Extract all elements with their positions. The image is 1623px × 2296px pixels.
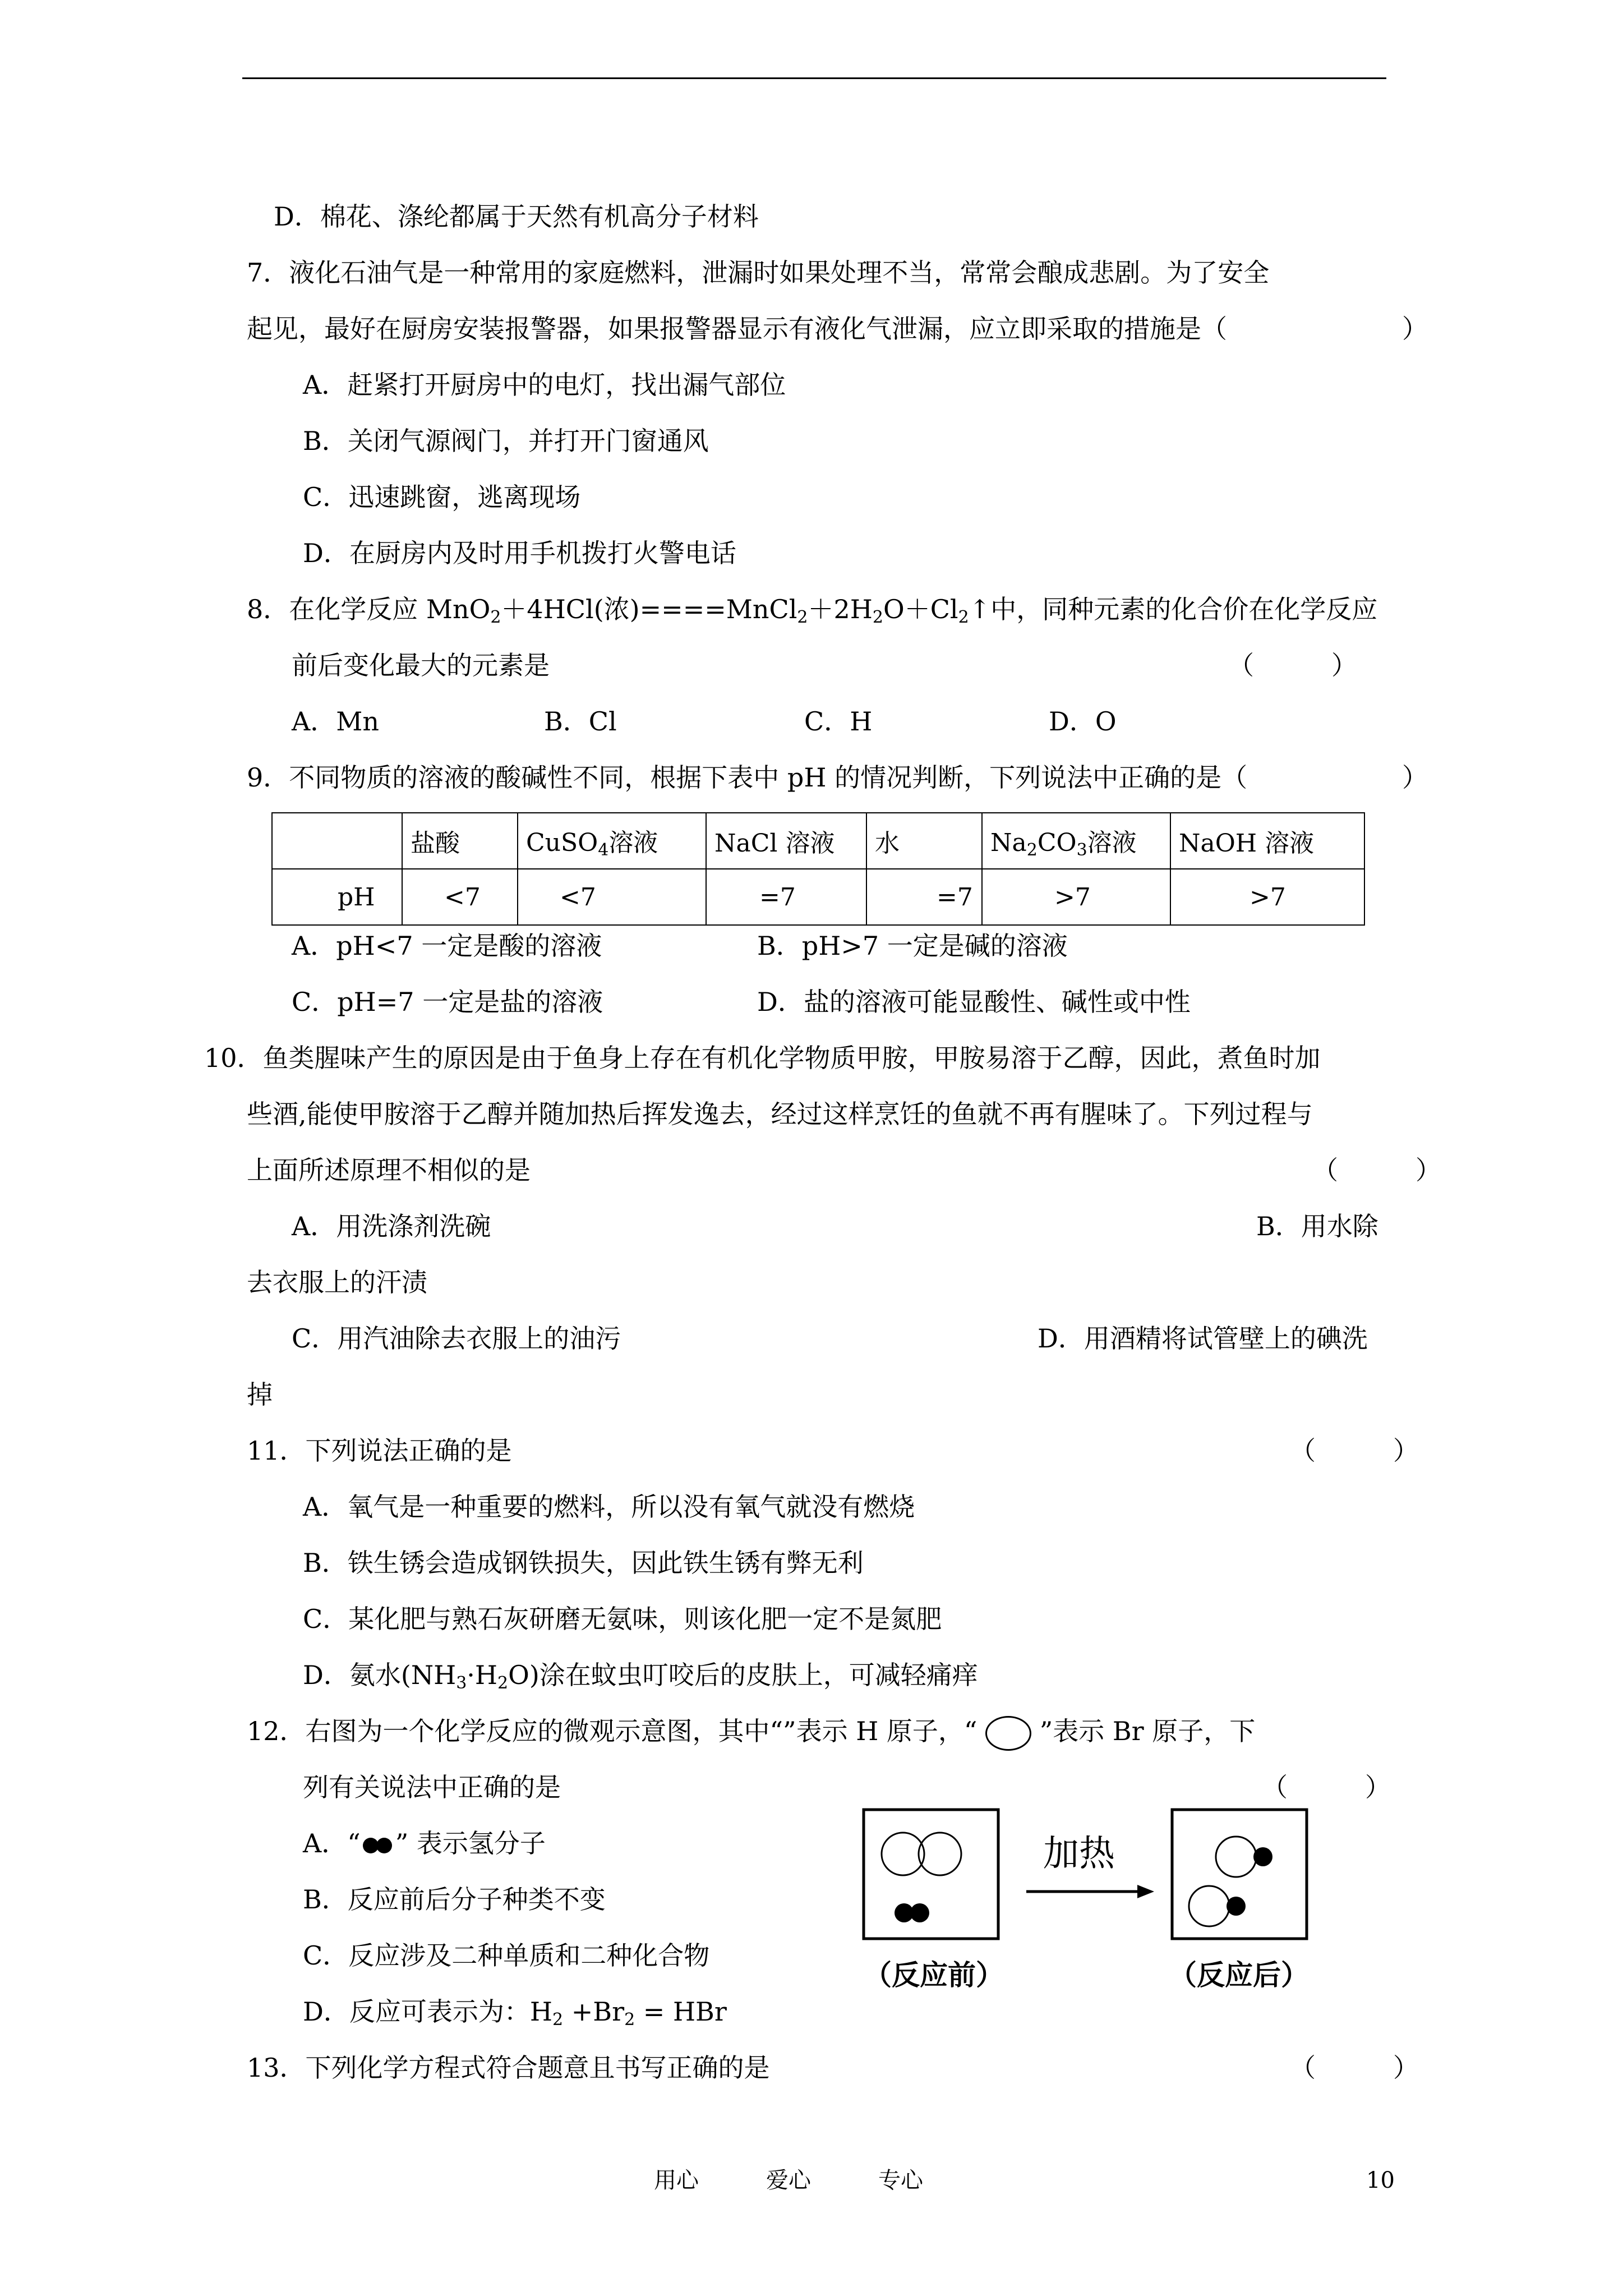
q10-option-b-start: B．用水除 xyxy=(1256,1211,1378,1241)
q9-stem: 9．不同物质的溶液的酸碱性不同，根据下表中 pH 的情况判断，下列说法中正确的是（ xyxy=(247,762,1248,793)
q7-option-b: B．关闭气源阀门，并打开门窗通风 xyxy=(303,426,709,456)
q7-option-a: A．赶紧打开厨房中的电灯，找出漏气部位 xyxy=(303,370,786,400)
q10-option-d-end: 掉 xyxy=(247,1379,273,1410)
table-cell: =7 xyxy=(706,869,866,925)
q10-stem-line2: 些酒,能使甲胺溶于乙醇并随加热后挥发逸去，经过这样烹饪的鱼就不再有腥味了。下列过程与 xyxy=(247,1099,1313,1129)
q6-option-d: D．棉花、涤纶都属于天然有机高分子材料 xyxy=(274,201,759,232)
table-cell: >7 xyxy=(1170,869,1364,925)
table-header-cell xyxy=(272,813,402,869)
table-header-cell: NaOH 溶液 xyxy=(1170,813,1364,869)
q10-stem-line1: 10．鱼类腥味产生的原因是由于鱼身上存在有机化学物质甲胺，甲胺易溶于乙醇，因此，煮鱼时加 xyxy=(204,1043,1321,1073)
q12-option-a: A．“ ” 表示氢分子 xyxy=(303,1828,546,1858)
table-header-cell: 水 xyxy=(866,813,982,869)
q12-stem-line2: 列有关说法中正确的是 xyxy=(303,1772,561,1802)
q7-stem-line2: 起见，最好在厨房安装报警器，如果报警器显示有液化气泄漏，应立即采取的措施是（ xyxy=(247,314,1227,344)
q8-option-b: B．Cl xyxy=(544,706,617,737)
table-row-label: pH xyxy=(272,869,402,925)
q9-option-b: B．pH>7 一定是碱的溶液 xyxy=(757,931,1068,961)
page-number: 10 xyxy=(1366,2168,1395,2193)
br-atom-icon xyxy=(1189,1886,1229,1926)
q11-option-d: D．氨水$(NH_3\cdot H_2O)$涂在蚊虫叮咬后的皮肤上，可减轻痛痒 xyxy=(303,1660,978,1693)
h-atom-icon xyxy=(910,1903,929,1922)
h-atom-icon xyxy=(1227,1897,1246,1916)
q12-answer-paren: （ ） xyxy=(1262,1772,1391,1802)
table-cell: >7 xyxy=(982,869,1170,925)
q10-option-a: A．用洗涤剂洗碗 xyxy=(292,1211,491,1241)
q11-stem: 11．下列说法正确的是 xyxy=(247,1435,512,1466)
h-atom-icon xyxy=(1253,1847,1272,1866)
q10-option-b-end: 去衣服上的汗渍 xyxy=(247,1267,427,1297)
table-header-cell: CuSO$_4$溶液 xyxy=(518,813,706,869)
table-header-row xyxy=(272,813,1364,869)
q11-option-c: C．某化肥与熟石灰研磨无氨味，则该化肥一定不是氮肥 xyxy=(303,1604,942,1634)
before-label: （反应前） xyxy=(864,1959,1004,1991)
reaction-diagram xyxy=(858,1806,1340,1991)
arrow-label: 加热 xyxy=(1043,1833,1115,1874)
table-row xyxy=(272,869,1364,925)
q10-option-c: C．用汽油除去衣服上的油污 xyxy=(292,1323,621,1354)
q9-option-a: A．pH<7 一定是酸的溶液 xyxy=(292,931,602,961)
table-header-cell: $Na_2CO_3$溶液 xyxy=(982,813,1170,869)
table-cell: <7 xyxy=(402,869,518,925)
q8-option-a: A．Mn xyxy=(292,706,379,737)
after-box xyxy=(1172,1810,1307,1939)
q7-option-d: D．在厨房内及时用手机拨打火警电话 xyxy=(303,538,736,568)
table-header-cell: 盐酸 xyxy=(402,813,518,869)
q7-option-c: C．迅速跳窗，逃离现场 xyxy=(303,482,581,512)
header-rule xyxy=(242,77,1386,79)
arrow-head-icon xyxy=(1137,1885,1154,1898)
q13-stem: 13．下列化学方程式符合题意且书写正确的是 xyxy=(247,2053,770,2083)
q8-stem-line1: 8．在化学反应 MnO$_2$＋4HCl(浓)$====MnCl_2+2H_2O+Cl_2↑$中，同种元素的化合价在化学反应 xyxy=(247,594,1378,627)
q8-option-d: D．O xyxy=(1049,706,1117,737)
q9-option-c: C．pH=7 一定是盐的溶液 xyxy=(292,987,603,1017)
footer-right: 专心 xyxy=(878,2168,923,2193)
table-cell: =7 xyxy=(866,869,982,925)
q12-option-c: C．反应涉及二种单质和二种化合物 xyxy=(303,1940,710,1971)
h2-molecule-icon xyxy=(361,1836,395,1855)
q12-option-b: B．反应前后分子种类不变 xyxy=(303,1884,606,1915)
table-cell: <7 xyxy=(518,869,706,925)
q7-stem-line1: 7．液化石油气是一种常用的家庭燃料，泄漏时如果处理不当，常常会酿成悲剧。为了安全 xyxy=(247,257,1270,288)
q12-stem-line1: 12．右图为一个化学反应的微观示意图，其中“”表示 H 原子，“ ”表示 Br 原子，下 xyxy=(247,1714,1255,1751)
q11-answer-paren: （ ） xyxy=(1290,1435,1419,1466)
q8-stem-line2: 前后变化最大的元素是 xyxy=(292,650,550,680)
q11-option-b: B．铁生锈会造成钢铁损失，因此铁生锈有弊无利 xyxy=(303,1548,864,1578)
q8-option-c: C．H xyxy=(804,706,873,737)
q10-option-d-start: D．用酒精将试管壁上的碘洗 xyxy=(1038,1323,1368,1354)
q13-answer-paren: （ ） xyxy=(1290,2053,1419,2083)
table-header-cell: NaCl 溶液 xyxy=(706,813,866,869)
q8-answer-paren: （ ） xyxy=(1228,650,1357,680)
br-atom-icon xyxy=(985,1716,1031,1751)
q9-answer-paren: ） xyxy=(1402,762,1428,793)
q11-option-a: A．氧气是一种重要的燃料，所以没有氧气就没有燃烧 xyxy=(303,1492,915,1522)
q9-option-d: D．盐的溶液可能显酸性、碱性或中性 xyxy=(757,987,1191,1017)
q12-option-d: D．反应可表示为：$H_2 +Br_2$ = HBr xyxy=(303,1996,727,2030)
footer-left: 用心 xyxy=(654,2168,699,2193)
q10-answer-paren: （ ） xyxy=(1312,1155,1441,1185)
q7-answer-paren: ） xyxy=(1402,314,1428,344)
q10-stem-line3: 上面所述原理不相似的是 xyxy=(247,1155,531,1185)
br-atom-icon xyxy=(1216,1837,1256,1877)
ph-table xyxy=(271,812,1365,926)
footer-middle: 爱心 xyxy=(766,2168,811,2193)
after-label: （反应后） xyxy=(1169,1959,1309,1991)
